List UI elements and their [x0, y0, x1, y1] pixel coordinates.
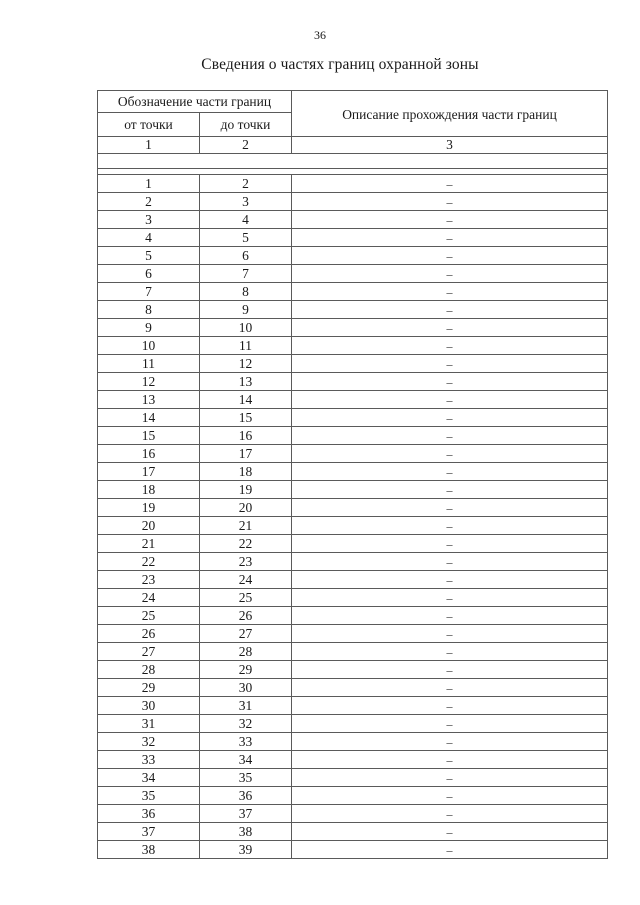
table-row [98, 427, 608, 445]
to-point-cell: 29 [200, 661, 292, 679]
table-row [98, 679, 608, 697]
empty-row [98, 154, 608, 169]
description-cell: – [292, 607, 608, 625]
from-point-cell: 13 [98, 391, 200, 409]
description-cell: – [292, 625, 608, 643]
from-point-cell: 11 [98, 355, 200, 373]
description-cell: – [292, 715, 608, 733]
from-point-cell: 7 [98, 283, 200, 301]
table-row [98, 247, 608, 265]
to-point-cell: 24 [200, 571, 292, 589]
table-row [98, 463, 608, 481]
to-point-cell: 13 [200, 373, 292, 391]
from-point-cell: 36 [98, 805, 200, 823]
table-row [98, 553, 608, 571]
table-row [98, 319, 608, 337]
from-point-cell: 16 [98, 445, 200, 463]
to-point-cell: 14 [200, 391, 292, 409]
table-row [98, 787, 608, 805]
description-cell: – [292, 373, 608, 391]
description-cell: – [292, 319, 608, 337]
to-point-cell: 36 [200, 787, 292, 805]
page-number: 36 [314, 28, 326, 42]
table-row [98, 607, 608, 625]
description-cell: – [292, 463, 608, 481]
description-cell: – [292, 733, 608, 751]
to-point-cell: 33 [200, 733, 292, 751]
description-cell: – [292, 517, 608, 535]
table-row [98, 283, 608, 301]
from-point-cell: 14 [98, 409, 200, 427]
column-number-2: 2 [200, 137, 292, 154]
table-row [98, 769, 608, 787]
description-cell: – [292, 787, 608, 805]
to-point-cell: 12 [200, 355, 292, 373]
description-cell: – [292, 661, 608, 679]
from-point-cell: 31 [98, 715, 200, 733]
to-point-cell: 30 [200, 679, 292, 697]
column-number-3: 3 [292, 137, 608, 154]
table-row [98, 445, 608, 463]
description-cell: – [292, 175, 608, 193]
description-cell: – [292, 535, 608, 553]
to-point-cell: 39 [200, 841, 292, 859]
description-cell: – [292, 805, 608, 823]
table-row [98, 499, 608, 517]
table-row [98, 643, 608, 661]
from-point-cell: 20 [98, 517, 200, 535]
from-point-cell: 21 [98, 535, 200, 553]
from-point-cell: 18 [98, 481, 200, 499]
from-point-cell: 29 [98, 679, 200, 697]
from-point-cell: 8 [98, 301, 200, 319]
to-point-cell: 37 [200, 805, 292, 823]
table-row [98, 229, 608, 247]
table-row [98, 337, 608, 355]
to-point-cell: 3 [200, 193, 292, 211]
from-point-cell: 34 [98, 769, 200, 787]
to-point-cell: 20 [200, 499, 292, 517]
description-cell: – [292, 823, 608, 841]
to-point-cell: 34 [200, 751, 292, 769]
description-cell: – [292, 391, 608, 409]
header-from-point: от точки [98, 113, 200, 137]
description-cell: – [292, 247, 608, 265]
description-cell: – [292, 553, 608, 571]
table-row [98, 193, 608, 211]
description-cell: – [292, 301, 608, 319]
from-point-cell: 35 [98, 787, 200, 805]
description-cell: – [292, 481, 608, 499]
from-point-cell: 4 [98, 229, 200, 247]
description-cell: – [292, 841, 608, 859]
description-cell: – [292, 643, 608, 661]
table-row [98, 481, 608, 499]
to-point-cell: 11 [200, 337, 292, 355]
from-point-cell: 26 [98, 625, 200, 643]
from-point-cell: 23 [98, 571, 200, 589]
to-point-cell: 2 [200, 175, 292, 193]
description-cell: – [292, 355, 608, 373]
to-point-cell: 32 [200, 715, 292, 733]
description-cell: – [292, 679, 608, 697]
description-cell: – [292, 571, 608, 589]
header-to-point: до точки [200, 113, 292, 137]
table-row [98, 841, 608, 859]
from-point-cell: 6 [98, 265, 200, 283]
table-row [98, 301, 608, 319]
from-point-cell: 37 [98, 823, 200, 841]
table-row [98, 517, 608, 535]
table-row [98, 265, 608, 283]
description-cell: – [292, 589, 608, 607]
description-cell: – [292, 211, 608, 229]
to-point-cell: 27 [200, 625, 292, 643]
to-point-cell: 15 [200, 409, 292, 427]
from-point-cell: 12 [98, 373, 200, 391]
description-cell: – [292, 769, 608, 787]
column-number-1: 1 [98, 137, 200, 154]
from-point-cell: 22 [98, 553, 200, 571]
description-cell: – [292, 445, 608, 463]
from-point-cell: 10 [98, 337, 200, 355]
to-point-cell: 35 [200, 769, 292, 787]
table-row [98, 715, 608, 733]
table-row [98, 391, 608, 409]
table-row [98, 589, 608, 607]
from-point-cell: 17 [98, 463, 200, 481]
to-point-cell: 31 [200, 697, 292, 715]
description-cell: – [292, 193, 608, 211]
table-row [98, 571, 608, 589]
boundary-parts-table [97, 90, 608, 859]
header-boundary-description: Описание прохождения части границ [292, 91, 608, 137]
to-point-cell: 16 [200, 427, 292, 445]
from-point-cell: 38 [98, 841, 200, 859]
description-cell: – [292, 697, 608, 715]
to-point-cell: 6 [200, 247, 292, 265]
to-point-cell: 26 [200, 607, 292, 625]
to-point-cell: 25 [200, 589, 292, 607]
from-point-cell: 15 [98, 427, 200, 445]
from-point-cell: 1 [98, 175, 200, 193]
table-row [98, 733, 608, 751]
from-point-cell: 5 [98, 247, 200, 265]
description-cell: – [292, 427, 608, 445]
document-title: Сведения о частях границ охранной зоны [201, 56, 479, 73]
to-point-cell: 19 [200, 481, 292, 499]
table-row [98, 661, 608, 679]
table-row [98, 211, 608, 229]
to-point-cell: 38 [200, 823, 292, 841]
description-cell: – [292, 265, 608, 283]
description-cell: – [292, 499, 608, 517]
description-cell: – [292, 283, 608, 301]
from-point-cell: 9 [98, 319, 200, 337]
from-point-cell: 32 [98, 733, 200, 751]
table-row [98, 409, 608, 427]
description-cell: – [292, 337, 608, 355]
from-point-cell: 28 [98, 661, 200, 679]
description-cell: – [292, 229, 608, 247]
from-point-cell: 25 [98, 607, 200, 625]
to-point-cell: 7 [200, 265, 292, 283]
to-point-cell: 9 [200, 301, 292, 319]
table-row [98, 625, 608, 643]
table-row [98, 175, 608, 193]
from-point-cell: 27 [98, 643, 200, 661]
table-row [98, 535, 608, 553]
table-row [98, 373, 608, 391]
to-point-cell: 10 [200, 319, 292, 337]
to-point-cell: 18 [200, 463, 292, 481]
description-cell: – [292, 409, 608, 427]
to-point-cell: 8 [200, 283, 292, 301]
table-row [98, 751, 608, 769]
from-point-cell: 19 [98, 499, 200, 517]
to-point-cell: 22 [200, 535, 292, 553]
table-row [98, 697, 608, 715]
to-point-cell: 23 [200, 553, 292, 571]
to-point-cell: 17 [200, 445, 292, 463]
from-point-cell: 3 [98, 211, 200, 229]
table-row [98, 355, 608, 373]
description-cell: – [292, 751, 608, 769]
table-row [98, 805, 608, 823]
to-point-cell: 5 [200, 229, 292, 247]
to-point-cell: 21 [200, 517, 292, 535]
to-point-cell: 4 [200, 211, 292, 229]
from-point-cell: 2 [98, 193, 200, 211]
from-point-cell: 30 [98, 697, 200, 715]
from-point-cell: 33 [98, 751, 200, 769]
header-boundary-part-designation: Обозначение части границ [98, 91, 292, 113]
from-point-cell: 24 [98, 589, 200, 607]
table-row [98, 823, 608, 841]
to-point-cell: 28 [200, 643, 292, 661]
